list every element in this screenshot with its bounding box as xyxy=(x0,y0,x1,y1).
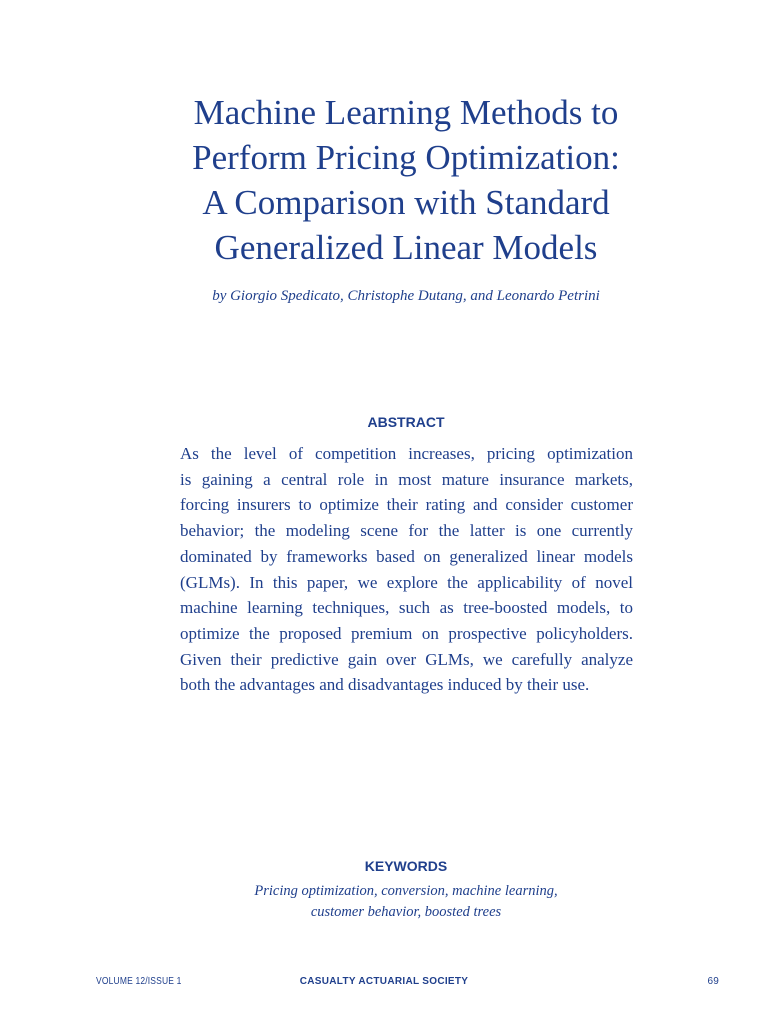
title-line: Generalized Linear Models xyxy=(214,228,598,267)
abstract-line: behavior; the modeling scene for the latter is one currently xyxy=(180,521,633,541)
footer-volume: VOLUME 12/ISSUE 1 xyxy=(96,976,182,987)
author-line: by Giorgio Spedicato, Christophe Dutang, and Leonardo Petrini xyxy=(212,288,600,304)
title-line: Perform Pricing Optimization: xyxy=(192,138,620,177)
abstract-line: dominated by frameworks based on generalized linear models xyxy=(180,546,633,566)
title-line: A Comparison with Standard xyxy=(202,183,610,222)
keywords-line: customer behavior, boosted trees xyxy=(310,904,502,920)
keywords-line: Pricing optimization, conversion, machine learning, xyxy=(254,883,558,899)
title-line: Machine Learning Methods to xyxy=(193,93,619,132)
paper-title xyxy=(100,90,712,270)
abstract-line: optimize the proposed premium on prospective policyholders. xyxy=(180,623,633,643)
abstract-line: both the advantages and disadvantages induced by their use. xyxy=(180,675,590,695)
abstract-line: Given their predictive gain over GLMs, we carefully analyze xyxy=(180,649,633,669)
footer-society: CASUALTY ACTUARIAL SOCIETY xyxy=(299,976,469,987)
abstract-line: machine learning techniques, such as tree-boosted models, to xyxy=(180,598,633,618)
abstract-line: As the level of competition increases, pricing optimization xyxy=(180,444,633,463)
keywords-list xyxy=(100,881,712,923)
keywords-heading: KEYWORDS xyxy=(364,858,448,874)
abstract-line: forcing insurers to optimize their rating and consider customer xyxy=(180,495,633,515)
abstract-heading: ABSTRACT xyxy=(367,414,445,430)
abstract-line: (GLMs). In this paper, we explore the applicability of novel xyxy=(180,572,633,592)
footer-page-number: 69 xyxy=(707,976,719,987)
abstract-line: is gaining a central role in most mature insurance markets, xyxy=(180,469,633,489)
abstract-body xyxy=(180,441,633,698)
